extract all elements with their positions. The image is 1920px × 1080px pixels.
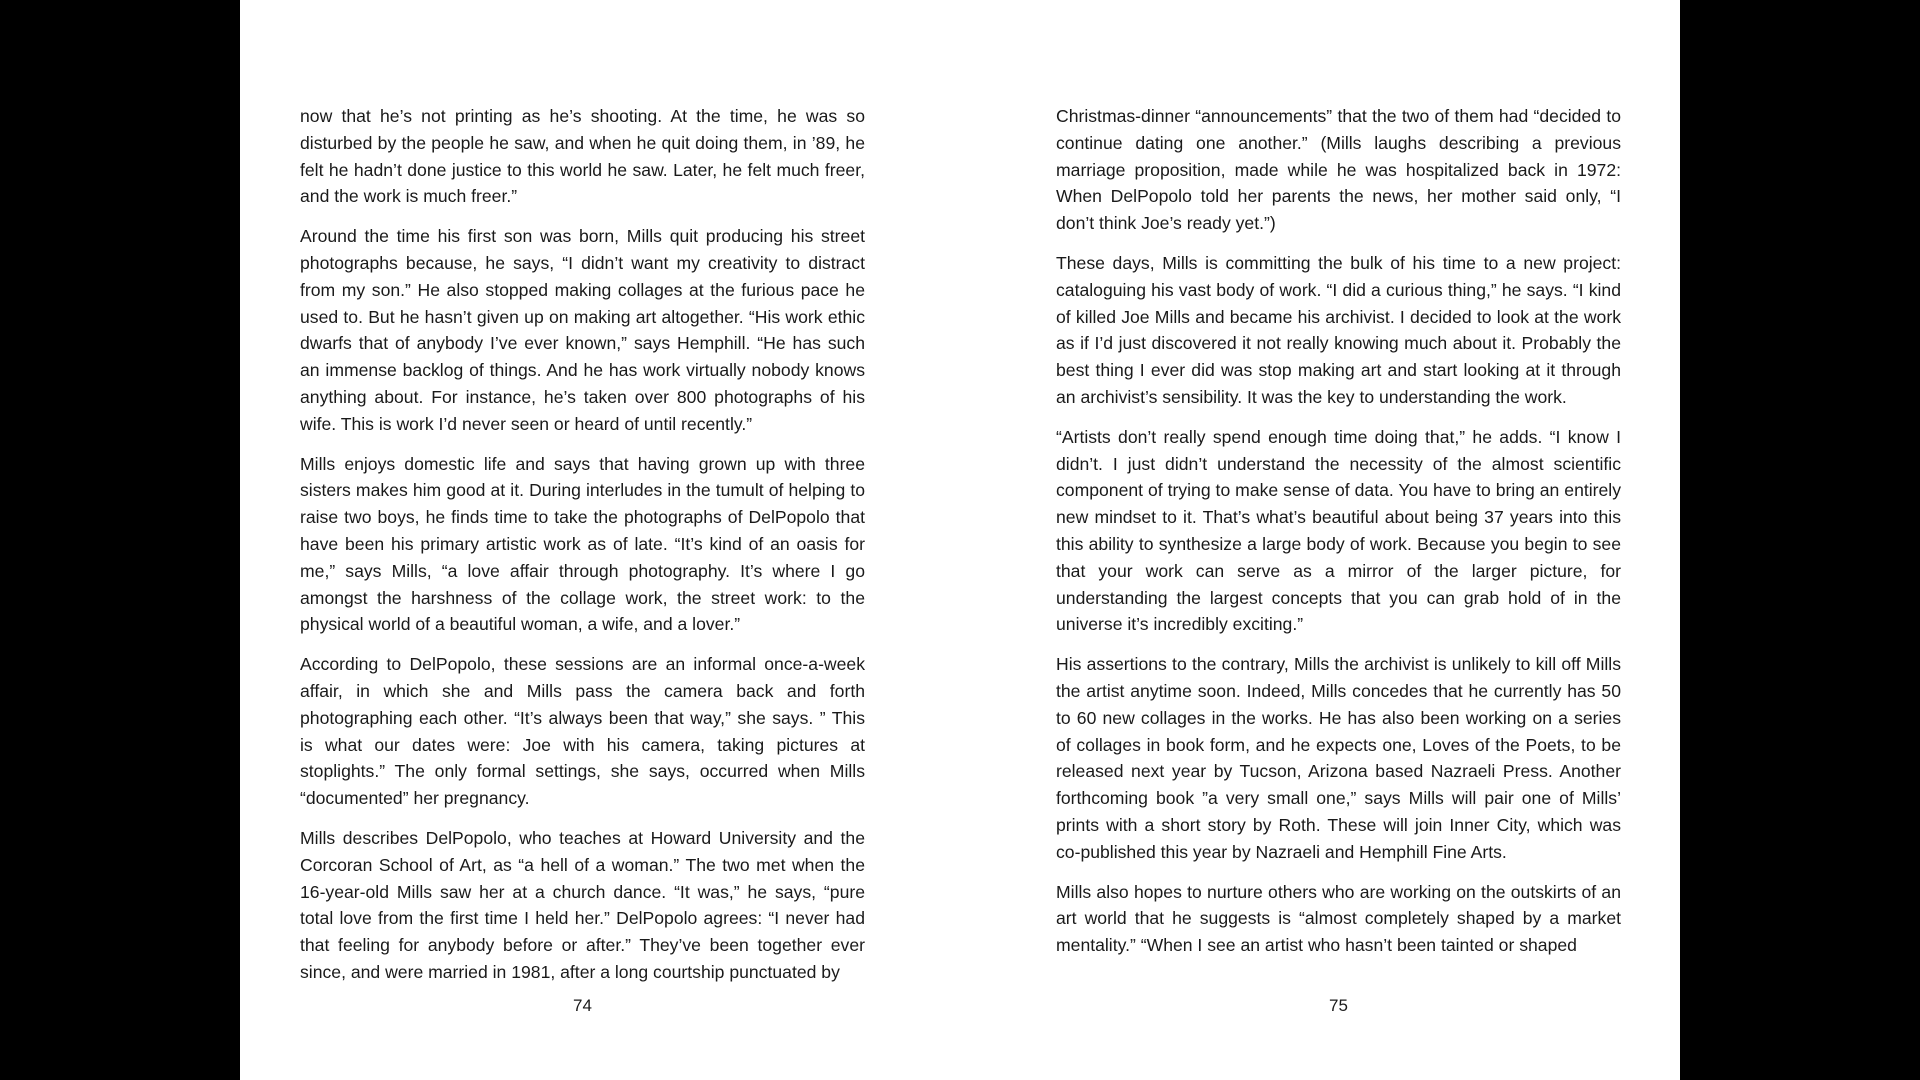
book-spread — [240, 0, 1680, 1080]
right-paragraph-5: Mills also hopes to nurture others who are working on the outskirts of an art world that he suggests is “almost completely shaped by a market mentality.” “When I see an artist who hasn’t been tainted or shaped — [1056, 881, 1621, 956]
right-paragraph-2: These days, Mills is committing the bulk of his time to a new project: cataloguing his vast body of work. “I did a curious thing,” he says. “I kind of killed Joe Mills and became his archivist. I decided to look at the work as if I’d just discovered it not really knowing much about it. Probably the best thing I ever did was stop making art and start looking at it through an archivist’s sensibility. It was the key to understanding the work. — [1056, 252, 1621, 407]
right-paragraph-4: His assertions to the contrary, Mills the archivist is unlikely to kill off Mills the artist anytime soon. Indeed, Mills concedes that he currently has 50 to 60 new collages in the works. He has also been working on a series of collages in book form, and he expects one, Loves of the Poets, to be released next year by Tucson, Arizona based Nazraeli Press. Another forthcoming book ”a very small one,” says Mills will pair one of Mills’ prints with a short story by Roth. These will join Inner City, which was co-published this year by Nazraeli and Hemphill Fine Arts. — [1056, 654, 1621, 862]
left-paragraph-1: now that he’s not printing as he’s shooting. At the time, he was so disturbed by the people he saw, and when he quit doing them, in ’89, he felt he hadn’t done justice to this world he saw. Later, he felt much freer, and the work is much freer.” — [300, 106, 865, 207]
left-paragraph-5: Mills describes DelPopolo, who teaches at Howard University and the Corcoran School of Art, as “a hell of a woman.” The two met when the 16-year-old Mills saw her at a church dance. “It was,” he says, “pure total love from the first time I held her.” DelPopolo agrees: “I never had that feeling for anybody before or after.” They’ve been together ever since, and were married in 1981, after a long courtship punctuated by — [300, 827, 865, 982]
right-page-number: 75 — [1329, 996, 1348, 1015]
right-page — [1056, 103, 1621, 972]
left-paragraph-3: Mills enjoys domestic life and says that having grown up with three sisters makes him good at it. During interludes in the tumult of helping to raise two boys, he finds time to take the photographs of DelPopolo that have been his primary artistic work as of late. “It’s kind of an oasis for me,” says Mills, “a love affair through photography. It’s where I go amongst the harshness of the collage work, the street work: to the physical world of a beautiful woman, a wife, and a lover.” — [300, 453, 865, 635]
right-paragraph-1: Christmas-dinner “announcements” that the two of them had “decided to continue dating one another.” (Mills laughs describing a previous marriage proposition, made while he was hospitalized back in 1972: When DelPopolo told her parents the news, her mother said only, “I don’t think Joe’s ready yet.”) — [1056, 106, 1621, 234]
left-paragraph-4: According to DelPopolo, these sessions are an informal once-a-week affair, in which she and Mills pass the camera back and forth photographing each other. “It’s always been that way,” she says. ” This is what our dates were: Joe with his camera, taking pictures at stoplights.” The only formal settings, she says, occurred when Mills “documented” her pregnancy. — [300, 654, 865, 809]
left-page-number: 74 — [573, 996, 592, 1015]
left-paragraph-2: Around the time his first son was born, Mills quit producing his street photographs because, he says, “I didn’t want my creativity to distract from my son.” He also stopped making collages at the furious pace he used to. But he hasn’t given up on making art altogether. “His work ethic dwarfs that of anybody I’ve ever known,” says Hemphill. “He has such an immense backlog of things. And he has work virtually nobody knows anything about. For instance, he’s taken over 800 photographs of his wife. This is work I’d never seen or heard of until recently.” — [300, 226, 865, 434]
right-paragraph-3: “Artists don’t really spend enough time doing that,” he adds. “I know I didn’t. I just didn’t understand the necessity of the almost scientific component of trying to make sense of data. You have to bring an entirely new mindset to it. That’s what’s beautiful about being 37 years into this this ability to synthesize a large body of work. Because you begin to see that your work can serve as a mirror of the larger picture, for understanding the largest concepts that you can grab hold of in the universe it’s incredibly exciting.” — [1056, 426, 1621, 635]
left-page — [300, 103, 865, 999]
